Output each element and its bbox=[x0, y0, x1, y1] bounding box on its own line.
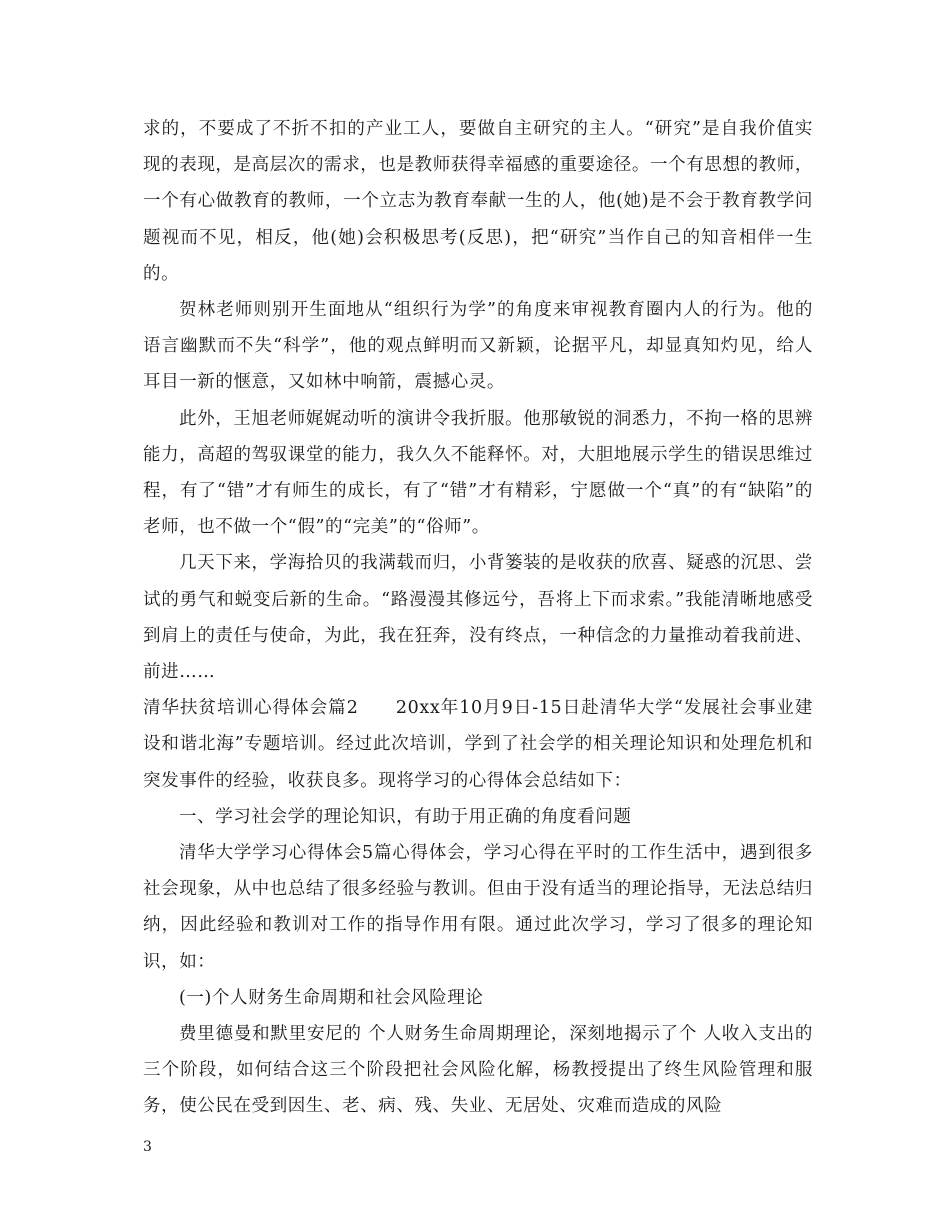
paragraph-2: 贺林老师则别开生面地从“组织行为学”的角度来审视教育圈内人的行为。他的语言幽默而不失“科学”，他的观点鲜明而又新颖，论据平凡，却显真知灼见，给人耳目一新的惬意，又如林中响箭，震撼心灵。 bbox=[143, 300, 813, 393]
paragraph-1: 求的，不要成了不折不扣的产业工人，要做自主研究的主人。“研究”是自我价值实现的表现，是高层次的需求，也是教师获得幸福感的重要途径。一个有思想的教师，一个有心做教育的教师，一个立志为教育奉献一生的人，他(她)是不会于教育教学问题视而不见，相反，他(她)会积极思考(反思)，把“研究”当作自己的知音相伴一生的。 bbox=[143, 119, 813, 284]
paragraph-8-subheading: (一)个人财务生命周期和社会风险理论 bbox=[179, 987, 484, 1008]
paragraph-7: 清华大学学习心得体会5篇心得体会，学习心得在平时的工作生活中，遇到很多社会现象，从中也总结了很多经验与教训。但由于没有适当的理论指导，无法总结归纳，因此经验和教训对工作的指导作用有限。通过此次学习，学习了很多的理论知识，如： bbox=[143, 843, 813, 972]
paragraph-5-section-heading: 清华扶贫培训心得体会篇2 20xx年10月9日-15日赴清华大学“发展社会事业建设和谐北海”专题培训。经过此次培训，学到了社会学的相关理论知识和处理危机和突发事件的经验，收获良多。现将学习的心得体会总结如下： bbox=[143, 698, 813, 791]
paragraph-4: 几天下来，学海拾贝的我满载而归，小背篓装的是收获的欣喜、疑惑的沉思、尝试的勇气和蜕变后新的生命。“路漫漫其修远兮，吾将上下而求索。”我能清晰地感受到肩上的责任与使命，为此，我在狂奔，没有终点，一种信念的力量推动着我前进、前进…… bbox=[143, 553, 813, 683]
paragraph-3: 此外，王旭老师娓娓动听的演讲令我折服。他那敏锐的洞悉力，不拘一格的思辨能力，高超的驾驭课堂的能力，我久久不能释怀。对，大胆地展示学生的错误思维过程，有了“错”才有师生的成长，有了“错”才有精彩，宁愿做一个“真”的有“缺陷”的老师，也不做一个“假”的“完美”的“俗师”。 bbox=[143, 408, 813, 538]
body-text bbox=[143, 111, 813, 1125]
paragraph-9: 费里德曼和默里安尼的 个人财务生命周期理论，深刻地揭示了个 人收入支出的三个阶段，如何结合这三个阶段把社会风险化解，杨教授提出了终生风险管理和服务，使公民在受到因生、老、病、残、失业、无居处、灾难而造成的风险 bbox=[143, 1024, 813, 1117]
paragraph-6-subheading: 一、学习社会学的理论知识，有助于用正确的角度看问题 bbox=[179, 806, 632, 827]
page-number: 3 bbox=[143, 1139, 152, 1155]
